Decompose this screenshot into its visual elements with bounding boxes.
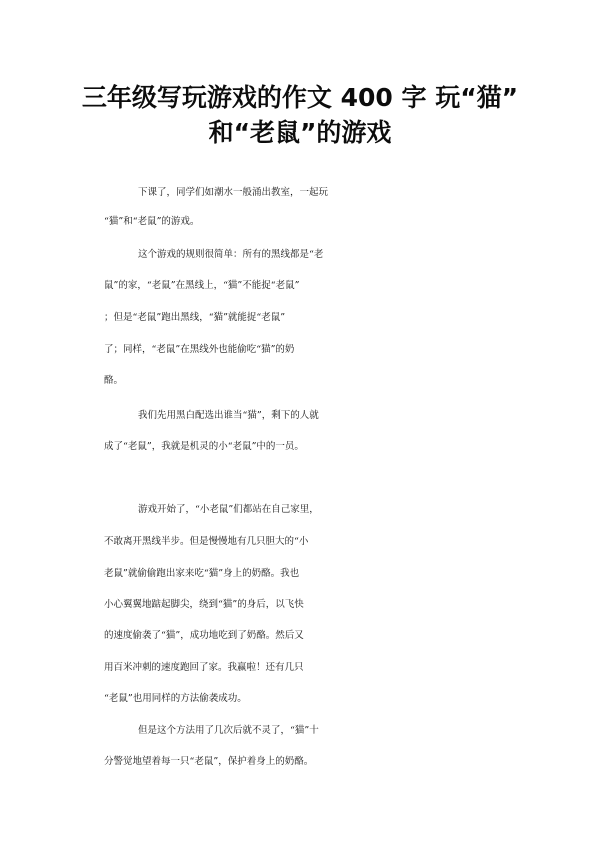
paragraph-4-line-2: 不敢离开黑线半步。但是慢慢地有几只胆大的“小 xyxy=(104,536,309,547)
paragraph-2-line-2: 鼠”的家，“老鼠”在黑线上，“猫”不能捉“老鼠” xyxy=(104,280,300,291)
document-title-line-2: 和“老鼠”的游戏 xyxy=(208,118,392,147)
paragraph-4-line-7: “老鼠”也用同样的方法偷袭成功。 xyxy=(104,693,247,704)
paragraph-1-line-2: “猫”和“老鼠”的游戏。 xyxy=(104,216,200,227)
paragraph-4-line-1: 游戏开始了，“小老鼠”们都站在自己家里， xyxy=(138,504,319,515)
paragraph-4-line-5: 的速度偷袭了“猫”，成功地吃到了奶酪。然后又 xyxy=(104,630,304,641)
paragraph-5-line-1: 但是这个方法用了几次后就不灵了，“猫”十 xyxy=(138,725,319,736)
paragraph-4-line-4: 小心翼翼地踮起脚尖，绕到“猫”的身后，以飞快 xyxy=(104,599,304,610)
paragraph-4-line-3: 老鼠”就偷偷跑出家来吃“猫”身上的奶酪。我也 xyxy=(104,568,300,579)
paragraph-5-line-2: 分警觉地望着每一只“老鼠”，保护着身上的奶酪。 xyxy=(104,756,314,767)
paragraph-2-line-5: 酪。 xyxy=(104,375,124,386)
paragraph-3-line-1: 我们先用黑白配选出谁当“猫”，剩下的人就 xyxy=(138,410,319,421)
paragraph-2-line-1: 这个游戏的规则很简单：所有的黑线都是“老 xyxy=(138,249,324,260)
paragraph-4-line-6: 用百米冲刺的速度跑回了家。我赢啦！还有几只 xyxy=(104,662,304,673)
paragraph-3-line-2: 成了“老鼠”，我就是机灵的小“老鼠”中的一员。 xyxy=(104,441,304,452)
paragraph-2-line-3: ；但是“老鼠”跑出黑线，“猫”就能捉“老鼠” xyxy=(104,312,286,323)
paragraph-2-line-4: 了；同样，“老鼠”在黑线外也能偷吃“猫”的奶 xyxy=(104,344,295,355)
document-title-line-1: 三年级写玩游戏的作文 400 字 玩“猫” xyxy=(81,83,519,112)
paragraph-1-line-1: 下课了，同学们如潮水一般涌出教室，一起玩 xyxy=(138,187,329,198)
